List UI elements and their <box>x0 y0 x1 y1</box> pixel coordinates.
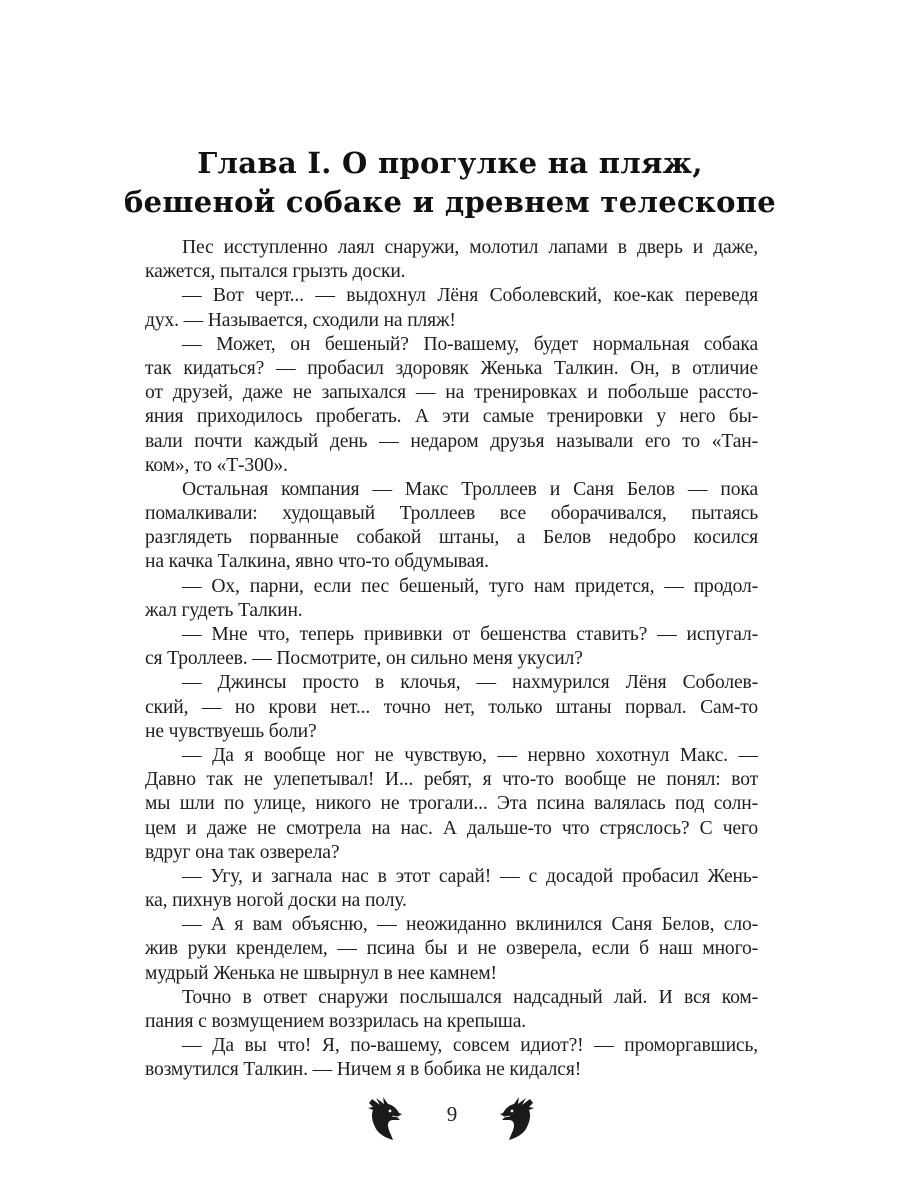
text-line: от друзей, даже не запыхался — на тренировках и побольше рассто- <box>145 382 758 404</box>
text-line: — Да я вообще ног не чувствую, — нервно хохотнул Макс. — <box>182 744 758 766</box>
text-line: пания с возмущением воззрилась на крепыша. <box>145 1011 527 1032</box>
chapter-title <box>120 144 780 222</box>
page-number: 9 <box>446 1102 458 1126</box>
chapter-body <box>145 236 758 1083</box>
text-line: — Мне что, теперь прививки от бешенства ставить? — испугал- <box>182 624 758 645</box>
text-line: Точно в ответ снаружи послышался надсадный лай. И вся ком- <box>182 986 758 1008</box>
text-line: — Может, он бешеный? По-вашему, будет нормальная собака <box>182 333 758 355</box>
text-line: так кидаться? — пробасил здоровяк Женька Талкин. Он, в отличие <box>145 357 758 379</box>
text-line: ся Троллеев. — Посмотрите, он сильно меня укусил? <box>145 648 583 670</box>
text-line: не чувствуешь боли? <box>145 720 317 742</box>
text-line: мы шли по улице, никого не трогали... Эта псина валялась под солн- <box>145 793 758 815</box>
text-line: ком», то «Т-300». <box>145 454 288 476</box>
chapter-title-line: бешеной собаке и древнем телескопе <box>123 185 777 219</box>
text-line: жив руки кренделем, — псина бы и не озверела, если б наш много- <box>145 938 758 960</box>
text-line: помалкивали: худощавый Троллеев все оборачивался, пытаясь <box>145 503 758 525</box>
text-line: возмутился Талкин. — Ничем я в бобика не кидался! <box>145 1059 582 1081</box>
text-line: вдруг она так озверела? <box>145 841 340 863</box>
text-line: разглядеть порванные собакой штаны, а Белов недобро косился <box>145 527 758 549</box>
text-line: — Ох, парни, если пес бешеный, туго нам придется, — продол- <box>182 575 758 597</box>
text-line: кажется, пытался грызть доски. <box>145 261 406 283</box>
page-footer <box>0 1090 900 1150</box>
text-line: Остальная компания — Макс Троллеев и Саня Белов — пока <box>182 478 758 500</box>
text-line: — Да вы что! Я, по-вашему, совсем идиот?! — проморгавшись, <box>182 1035 758 1057</box>
text-line: ский, — но крови нет... точно нет, только штаны порвал. Сам-то <box>145 696 758 718</box>
text-line: Пес исступленно лаял снаружи, молотил лапами в дверь и даже, <box>182 237 758 258</box>
text-line: мудрый Женька не швырнул в нее камнем! <box>145 962 497 984</box>
text-line: — А я вам объясню, — неожиданно вклинился Саня Белов, сло- <box>182 914 758 936</box>
text-line: — Вот черт... — выдохнул Лёня Соболевский, кое-как переведя <box>182 285 758 307</box>
text-line: на качка Талкина, явно что-то обдумывая. <box>145 551 489 573</box>
text-line: — Угу, и загнала нас в этот сарай! — с досадой пробасил Жень- <box>182 865 758 887</box>
text-line: вали почти каждый день — недаром друзья называли его то «Тан- <box>145 430 758 452</box>
chapter-title-line: Глава I. О прогулке на пляж, <box>197 146 703 180</box>
text-line: — Джинсы просто в клочья, — нахмурился Лёня Соболев- <box>182 672 758 694</box>
text-line: дух. — Называется, сходили на пляж! <box>145 309 456 331</box>
text-line: ка, пихнув ногой доски на полу. <box>145 890 407 912</box>
text-line: жал гудеть Талкин. <box>145 599 303 621</box>
text-line: яния приходилось пробегать. А эти самые тренировки у него бы- <box>145 406 758 428</box>
dragon-head-icon <box>500 1096 536 1142</box>
text-line: цем и даже не смотрела на нас. А дальше-то что стряслось? С чего <box>145 817 758 839</box>
dragon-head-icon <box>366 1096 402 1142</box>
text-line: Давно так не улепетывал! И... ребят, я что-то вообще не понял: вот <box>145 769 758 791</box>
